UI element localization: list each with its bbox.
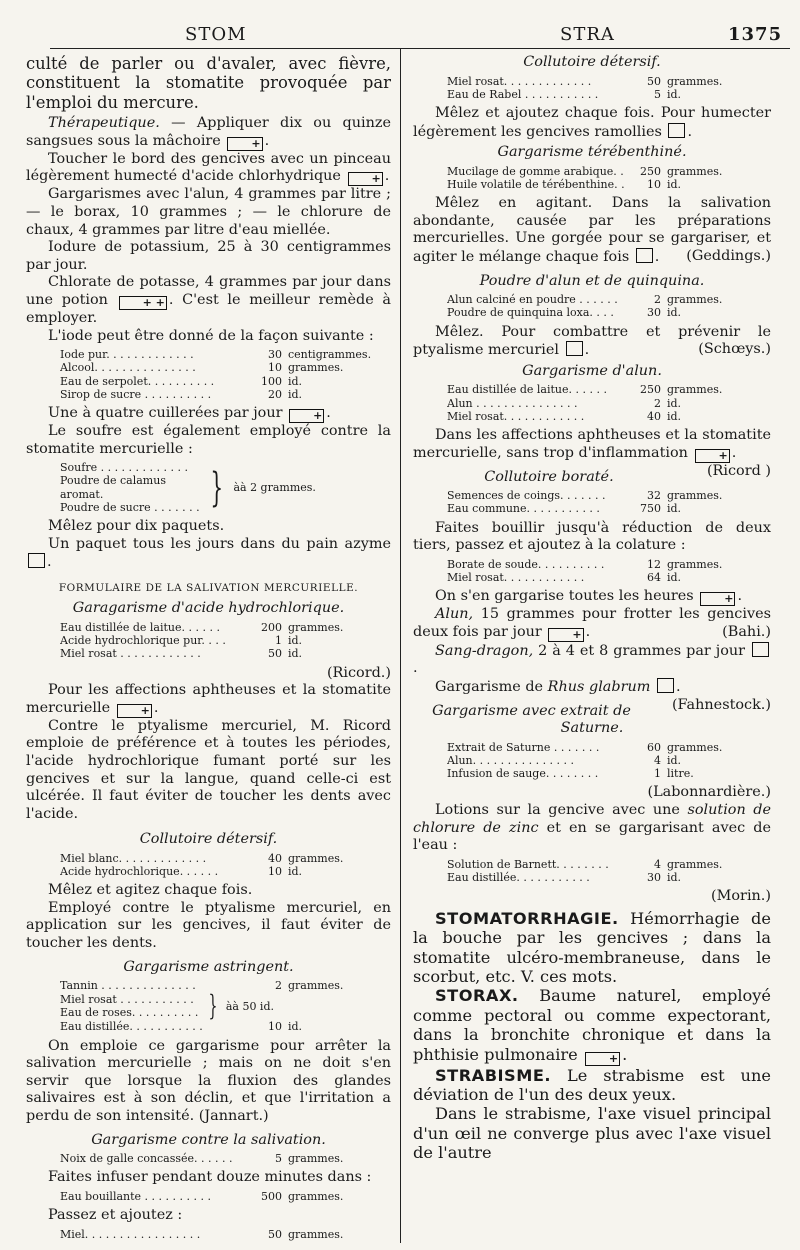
paragraph: Thérapeutique. — Appliquer dix ou quinze sangsues sous la mâchoire + . bbox=[26, 115, 391, 150]
box-icon bbox=[566, 341, 583, 356]
entry-headword: STORAX. bbox=[435, 986, 519, 1006]
quantity: 500 bbox=[261, 1190, 282, 1204]
ingredient: Miel rosat. . . . . . . . . . . . bbox=[447, 570, 585, 584]
recipe-alun-quinquina bbox=[447, 293, 771, 319]
unit: grammes. bbox=[667, 557, 723, 571]
paragraph: Dans le strabisme, l'axe visuel principal d'un œil ne converge plus avec l'axe visuel de l'autre bbox=[413, 1104, 771, 1163]
ingredient: Sirop de sucre . . . . . . . . . . bbox=[60, 387, 212, 401]
header-left-word: STOM bbox=[185, 24, 247, 45]
ingredient: Eau bouillante . . . . . . . . . . bbox=[60, 1190, 211, 1204]
unit: grammes. bbox=[667, 293, 723, 307]
recipe-row bbox=[60, 361, 391, 374]
recipe-names bbox=[60, 993, 200, 1019]
unit: grammes. bbox=[288, 361, 344, 375]
recipe-row bbox=[447, 871, 771, 884]
attribution: (Ricord.) bbox=[326, 664, 391, 681]
ingredient: Tannin . . . . . . . . . . . . . . bbox=[60, 979, 196, 993]
paragraph: Mêlez et agitez chaque fois. bbox=[48, 882, 253, 899]
recipe-quantity: àà 2 grammes. bbox=[233, 480, 316, 494]
recipe-row bbox=[447, 410, 771, 423]
recipe-saturne bbox=[447, 741, 771, 781]
recipe-row bbox=[60, 388, 391, 401]
recipe-eau-bouillante bbox=[60, 1190, 391, 1203]
recipe-title: Collutoire détersif. bbox=[139, 831, 278, 848]
recipe-tannin bbox=[60, 979, 391, 992]
unit: id. bbox=[667, 870, 682, 884]
plus-box-icon: + bbox=[227, 137, 262, 151]
paragraph: Sang-dragon, 2 à 4 et 8 grammes par jour . bbox=[413, 642, 771, 678]
box-icon bbox=[28, 553, 45, 568]
paragraph: Un paquet tous les jours dans du pain azyme . bbox=[26, 536, 391, 572]
term: Rhus glabrum bbox=[547, 678, 651, 695]
plus-box-icon: + bbox=[289, 409, 324, 423]
entry-text: Baume naturel, employé comme pectoral ou comme expectorant, dans la bronchite chronique et dans la phthisie pulmonaire bbox=[413, 986, 771, 1064]
recipe-astringent-brace bbox=[60, 989, 391, 1023]
unit: id. bbox=[288, 374, 303, 388]
recipe-row bbox=[60, 865, 391, 878]
ingredient: Miel rosat. . . . . . . . . . . . bbox=[447, 409, 585, 423]
attribution: (Labonnardière.) bbox=[647, 784, 771, 801]
ingredient: Alun . . . . . . . . . . . . . . . bbox=[447, 396, 578, 410]
quantity: 30 bbox=[268, 348, 282, 362]
unit: id. bbox=[667, 306, 682, 320]
attribution: (Geddings.) bbox=[686, 247, 771, 264]
recipe-title: Garagarisme d'acide hydrochlorique. bbox=[72, 600, 345, 617]
paragraph: Alun, 15 grammes pour frotter les gencives deux fois par jour + . (Bahi.) bbox=[413, 606, 771, 641]
recipe-title: Gargarisme avec extrait de Saturne. bbox=[432, 702, 631, 737]
quantity: 60 bbox=[647, 740, 661, 754]
unit: grammes. bbox=[288, 1152, 344, 1166]
ingredient: Iode pur. . . . . . . . . . . . . bbox=[60, 348, 194, 362]
recipe-row bbox=[60, 852, 391, 865]
ingredient: Alcool. . . . . . . . . . . . . . . bbox=[60, 361, 196, 375]
column-divider bbox=[400, 48, 401, 1243]
ingredient: Semences de coings. . . . . . . bbox=[447, 489, 606, 503]
ingredient: Mucilage de gomme arabique. . bbox=[447, 164, 624, 178]
recipe-row bbox=[447, 178, 771, 191]
paragraph: Faites bouillir jusqu'à réduction de deux tiers, passez et ajoutez à la colature : bbox=[413, 519, 771, 554]
quantity: 750 bbox=[640, 502, 661, 516]
recipe-title: Collutoire boraté. bbox=[484, 468, 614, 485]
text: Une à quatre cuillerées par jour bbox=[48, 404, 283, 421]
recipe-noix bbox=[60, 1152, 391, 1165]
recipe-title: Gargarisme astringent. bbox=[123, 958, 294, 975]
recipe-eau bbox=[60, 1020, 391, 1033]
quantity: 12 bbox=[647, 557, 661, 571]
ingredient: Eau distillée. . . . . . . . . . . bbox=[447, 870, 590, 884]
unit: id. bbox=[667, 87, 682, 101]
paragraph: On s'en gargarise toutes les heures + . bbox=[435, 588, 743, 606]
quantity: 50 bbox=[647, 74, 661, 88]
recipe-collutoire bbox=[60, 852, 391, 878]
paragraph: Mêlez en agitant. Dans la salivation abondante, causée par les préparations mercurielles. Une gorgée pour se gargariser, et agiter le mélange chaque fois . (Geddings.) bbox=[413, 195, 771, 265]
ingredient: Infusion de sauge. . . . . . . . bbox=[447, 767, 599, 781]
unit: id. bbox=[667, 409, 682, 423]
quantity: 10 bbox=[268, 1020, 282, 1034]
unit: id. bbox=[667, 753, 682, 767]
quantity: 50 bbox=[268, 647, 282, 661]
paragraph: Employé contre le ptyalisme mercuriel, en application sur les gencives, il faut éviter de toucher les dents. bbox=[26, 899, 391, 952]
unit: id. bbox=[667, 570, 682, 584]
recipe-row bbox=[447, 767, 771, 780]
unit: grammes. bbox=[667, 489, 723, 503]
paragraph: Le soufre est également employé contre la stomatite mercurielle : bbox=[26, 422, 391, 457]
ingredient: Miel rosat . . . . . . . . . . . . bbox=[60, 647, 201, 661]
text: Gargarisme de bbox=[435, 678, 544, 695]
right-column bbox=[413, 54, 771, 1163]
recipe-row bbox=[447, 293, 771, 306]
unit: id. bbox=[288, 1020, 303, 1034]
recipe-row bbox=[60, 1152, 391, 1165]
ingredient: Eau de serpolet. . . . . . . . . . bbox=[60, 374, 215, 388]
recipe-row bbox=[447, 571, 771, 584]
box-icon bbox=[668, 123, 685, 138]
paragraph: Contre le ptyalisme mercuriel, M. Ricord emploie de préférence et à toutes les périodes, l'acide hydrochlorique fumant porté sur les gencives et sur la langue, quand celle-ci est ulcérée. Il faut éviter de toucher les dents avec l'acide. bbox=[26, 717, 391, 822]
quantity: 2 bbox=[275, 979, 282, 993]
recipe-row bbox=[447, 75, 771, 88]
unit: grammes. bbox=[288, 851, 344, 865]
quantity: 2 bbox=[654, 396, 661, 410]
dictionary-entry bbox=[413, 1066, 771, 1105]
recipe-barnett bbox=[447, 858, 771, 884]
ingredient: Alun calciné en poudre . . . . . . bbox=[447, 293, 618, 307]
ingredient: Borate de soude. . . . . . . . . . bbox=[447, 557, 605, 571]
page-number: 1375 bbox=[728, 24, 783, 45]
ingredient: Alun. . . . . . . . . . . . . . . bbox=[447, 753, 575, 767]
recipe-title: Gargarisme contre la salivation. bbox=[91, 1131, 326, 1148]
text: Un paquet tous les jours dans du pain azyme bbox=[48, 535, 391, 552]
unit: grammes. bbox=[288, 979, 344, 993]
ingredient: Eau de Rabel . . . . . . . . . . . bbox=[447, 87, 599, 101]
quantity: 64 bbox=[647, 570, 661, 584]
entry-headword: STOMATORRHAGIE. bbox=[435, 908, 619, 928]
unit: id. bbox=[288, 647, 303, 661]
unit: id. bbox=[288, 865, 303, 879]
text: Lotions sur la gencive avec une bbox=[435, 801, 680, 818]
paragraph: Pour les affections aphtheuses et la stomatite mercurielle + . bbox=[26, 682, 391, 717]
recipe-row bbox=[60, 647, 391, 660]
recipe-row bbox=[60, 1020, 391, 1033]
attribution: (Morin.) bbox=[711, 888, 771, 905]
text: Mêlez en agitant. Dans la salivation abondante, causée par les préparations mercurielles. Une gorgée pour se gargariser, et agiter le mélange chaque fois bbox=[413, 195, 771, 265]
box-icon bbox=[657, 678, 674, 693]
term: Sang-dragon, bbox=[435, 642, 534, 659]
paragraph: Mêlez. Pour combattre et prévenir le ptyalisme mercuriel . (Schœys.) bbox=[413, 323, 771, 359]
plus-box-icon: + bbox=[695, 449, 730, 463]
quantity: 40 bbox=[647, 409, 661, 423]
recipe-terebenthine bbox=[447, 165, 771, 191]
section-heading: FORMULAIRE DE LA SALIVATION MERCURIELLE. bbox=[58, 581, 359, 594]
recipe-row bbox=[60, 375, 391, 388]
recipe-row bbox=[447, 741, 771, 754]
paragraph: On emploie ce gargarisme pour arrêter la salivation mercurielle ; mais on ne doit s'en servir que lorsque la fluxion des glandes salivaires est à son déclin, et que l'irritation a perdu de son intensité. (Jannart.) bbox=[26, 1037, 391, 1125]
recipe-row bbox=[60, 348, 391, 361]
ingredient: Miel. . . . . . . . . . . . . . . . . bbox=[60, 1227, 201, 1241]
quantity: 1 bbox=[275, 634, 282, 648]
ingredient: Eau distillée de laitue. . . . . . bbox=[447, 383, 607, 397]
quantity: 5 bbox=[275, 1152, 282, 1166]
recipe-quantity: àà 50 id. bbox=[225, 999, 274, 1013]
recipe-row bbox=[447, 165, 771, 178]
recipe-row bbox=[60, 1228, 391, 1241]
unit: id. bbox=[288, 634, 303, 648]
running-header bbox=[0, 24, 800, 48]
plus-box-icon: + bbox=[700, 592, 735, 606]
unit: grammes. bbox=[667, 740, 723, 754]
unit: grammes. bbox=[288, 1190, 344, 1204]
paragraph: Gargarismes avec l'alun, 4 grammes par litre ; — le borax, 10 grammes ; — le chlorure de chaux, 4 grammes par litre d'eau miellée. bbox=[26, 186, 391, 238]
recipe-title: Gargarisme térébenthiné. bbox=[497, 144, 687, 161]
dictionary-entry bbox=[413, 909, 771, 987]
text: — Appliquer dix ou quinze sangsues sous la mâchoire bbox=[26, 115, 391, 149]
box-icon bbox=[752, 642, 769, 657]
unit: grammes. bbox=[667, 383, 723, 397]
ingredient: Miel blanc. . . . . . . . . . . . . bbox=[60, 851, 207, 865]
quantity: 40 bbox=[268, 851, 282, 865]
ingredient: Miel rosat . . . . . . . . . . . bbox=[60, 993, 194, 1007]
recipe-coings bbox=[447, 489, 771, 515]
ingredient: Eau distillée de laitue. . . . . . bbox=[60, 620, 220, 634]
text: Mêlez et ajoutez chaque fois. Pour humecter légèrement les gencives ramollies bbox=[413, 105, 771, 140]
ingredient: Eau commune. . . . . . . . . . . bbox=[447, 502, 600, 516]
quantity: 50 bbox=[268, 1227, 282, 1241]
paragraph: Passez et ajoutez : bbox=[48, 1207, 183, 1224]
attribution: (Schœys.) bbox=[698, 341, 771, 358]
attribution: (Fahnestock.) bbox=[671, 696, 771, 713]
quantity: 10 bbox=[268, 865, 282, 879]
unit: grammes. bbox=[667, 74, 723, 88]
term: Alun, bbox=[435, 606, 474, 623]
text: On s'en gargarise toutes les heures bbox=[435, 588, 694, 605]
unit: litre. bbox=[667, 767, 694, 781]
term: solution de chlorure de zinc bbox=[413, 801, 771, 836]
ingredient: Eau de roses. . . . . . . . . . bbox=[60, 1006, 199, 1020]
quantity: 4 bbox=[654, 857, 661, 871]
quantity: 4 bbox=[654, 753, 661, 767]
recipe-iode bbox=[60, 348, 391, 401]
paragraph: Mêlez pour dix paquets. bbox=[48, 517, 225, 534]
ingredient: Miel rosat. . . . . . . . . . . . . bbox=[447, 74, 592, 88]
text: Toucher le bord des gencives avec un pinceau légèrement humecté d'acide chlorhydrique bbox=[26, 150, 391, 185]
unit: id. bbox=[288, 387, 303, 401]
recipe-soufre bbox=[60, 461, 391, 514]
paragraph: Faites infuser pendant douze minutes dans : bbox=[48, 1169, 372, 1186]
quantity: 30 bbox=[647, 306, 661, 320]
recipe-rabel bbox=[447, 75, 771, 101]
quantity: 10 bbox=[268, 361, 282, 375]
recipe-names bbox=[60, 461, 200, 514]
label-therapeutique: Thérapeutique. bbox=[48, 115, 160, 132]
paragraph bbox=[26, 274, 391, 327]
paragraph: L'iode peut être donné de la façon suivante : bbox=[48, 327, 374, 344]
unit: id. bbox=[667, 396, 682, 410]
ingredient: Solution de Barnett. . . . . . . . bbox=[447, 857, 609, 871]
text: et en se gargarisant avec de l'eau : bbox=[413, 819, 772, 854]
quantity: 1 bbox=[654, 767, 661, 781]
unit: centigrammes. bbox=[288, 348, 372, 362]
entry-headword: STRABISME. bbox=[435, 1065, 552, 1085]
paragraph: Dans les affections aphtheuses et la stomatite mercurielle, sans trop d'inflammation + . (Ricord ) bbox=[413, 426, 771, 479]
attribution: (Ricord ) bbox=[706, 462, 771, 479]
plus-box-icon: + bbox=[585, 1052, 620, 1066]
text: Pour les affections aphtheuses et la stomatite mercurielle bbox=[26, 682, 391, 716]
recipe-row bbox=[447, 397, 771, 410]
paragraph: Une à quatre cuillerées par jour + . bbox=[48, 404, 331, 422]
text: Mêlez. Pour combattre et prévenir le ptyalisme mercuriel bbox=[413, 323, 771, 359]
ingredient: Noix de galle concassée. . . . . . bbox=[60, 1152, 233, 1166]
ingredient: Extrait de Saturne . . . . . . . bbox=[447, 740, 600, 754]
recipe-row bbox=[60, 979, 391, 992]
entry-text: Le strabisme est une déviation de l'un des deux yeux. bbox=[413, 1065, 771, 1104]
ingredient: Huile volatile de térébenthine. . bbox=[447, 177, 625, 191]
unit: grammes. bbox=[667, 164, 723, 178]
quantity: 200 bbox=[261, 620, 282, 634]
text: Chlorate de potasse, 4 grammes par jour dans une potion bbox=[26, 274, 391, 308]
quantity: 2 bbox=[654, 293, 661, 307]
left-column bbox=[26, 54, 391, 1245]
brace-icon: } bbox=[210, 464, 224, 511]
ingredient: Poudre de sucre . . . . . . . bbox=[60, 500, 200, 514]
recipe-row bbox=[447, 558, 771, 571]
recipe-row bbox=[60, 634, 391, 647]
ingredient: Acide hydrochlorique. . . . . . bbox=[60, 865, 219, 879]
quantity: 20 bbox=[268, 387, 282, 401]
plus-box-icon: + bbox=[348, 172, 383, 186]
paragraph: Iodure de potassium, 25 à 30 centigrammes par jour. bbox=[26, 239, 391, 273]
recipe-row bbox=[447, 489, 771, 502]
entry-text: Hémorrhagie de la bouche par les gencives ; dans la stomatite ulcéro-membraneuse, dans le scorbut, etc. V. ces mots. bbox=[413, 908, 771, 986]
paragraph: Mêlez et ajoutez chaque fois. Pour humecter légèrement les gencives ramollies . bbox=[413, 105, 771, 140]
quantity: 32 bbox=[647, 489, 661, 503]
recipe-row bbox=[60, 1190, 391, 1203]
quantity: 250 bbox=[640, 383, 661, 397]
recipe-title: Gargarisme d'alun. bbox=[522, 362, 662, 379]
recipe-row bbox=[447, 88, 771, 101]
recipe-row bbox=[447, 502, 771, 515]
recipe-alun bbox=[447, 383, 771, 423]
text: . C'est le meilleur remède à employer. bbox=[26, 291, 392, 326]
ingredient: Acide hydrochlorique pur. . . . bbox=[60, 634, 226, 648]
attribution: (Bahi.) bbox=[722, 623, 771, 640]
brace-icon: } bbox=[208, 989, 218, 1023]
unit: grammes. bbox=[667, 857, 723, 871]
paragraph: culté de parler ou d'avaler, avec fièvre, constituent la stomatite provoquée par l'emploi du mercure. bbox=[26, 54, 391, 112]
ingredient: Soufre . . . . . . . . . . . . . bbox=[60, 461, 188, 475]
recipe-hydrochlorique bbox=[60, 621, 391, 661]
double-plus-box-icon: + + bbox=[119, 296, 167, 310]
dictionary-entry: STORAX. Baume naturel, employé comme pectoral ou comme expectorant, dans la bronchite chronique et dans la phthisie pulmonaire + . bbox=[413, 986, 771, 1065]
recipe-miel bbox=[60, 1228, 391, 1241]
text: Dans les affections aphtheuses et la stomatite mercurielle, sans trop d'inflammation bbox=[413, 426, 771, 461]
recipe-row bbox=[447, 858, 771, 871]
paragraph: Toucher le bord des gencives avec un pinceau légèrement humecté d'acide chlorhydrique + . bbox=[26, 150, 391, 186]
unit: id. bbox=[667, 177, 682, 191]
ingredient: Poudre de quinquina loxa. . . . bbox=[447, 306, 614, 320]
plus-box-icon: + bbox=[548, 628, 583, 642]
paragraph bbox=[413, 802, 771, 855]
quantity: 250 bbox=[640, 164, 661, 178]
paragraph: Gargarisme de Rhus glabrum . (Fahnestock.) bbox=[435, 678, 771, 713]
unit: grammes. bbox=[288, 620, 344, 634]
box-icon bbox=[636, 248, 653, 263]
quantity: 10 bbox=[647, 177, 661, 191]
header-rule bbox=[50, 48, 790, 49]
recipe-row bbox=[447, 383, 771, 396]
plus-box-icon: + bbox=[117, 704, 152, 718]
recipe-borate bbox=[447, 558, 771, 584]
quantity: 100 bbox=[261, 374, 282, 388]
recipe-title: Poudre d'alun et de quinquina. bbox=[479, 272, 705, 289]
unit: grammes. bbox=[288, 1227, 344, 1241]
text: 15 grammes pour frotter les gencives deux fois par jour bbox=[413, 606, 771, 640]
text: 2 à 4 et 8 grammes par jour bbox=[538, 642, 746, 659]
ingredient: Eau distillée. . . . . . . . . . . bbox=[60, 1020, 203, 1034]
ingredient: Poudre de calamus aromat. bbox=[60, 474, 166, 501]
quantity: 5 bbox=[654, 87, 661, 101]
quantity: 30 bbox=[647, 870, 661, 884]
recipe-row bbox=[60, 621, 391, 634]
recipe-row bbox=[447, 754, 771, 767]
header-right-word: STRA bbox=[560, 24, 615, 45]
unit: id. bbox=[667, 502, 682, 516]
recipe-title: Collutoire détersif. bbox=[523, 54, 661, 70]
recipe-row bbox=[447, 306, 771, 319]
